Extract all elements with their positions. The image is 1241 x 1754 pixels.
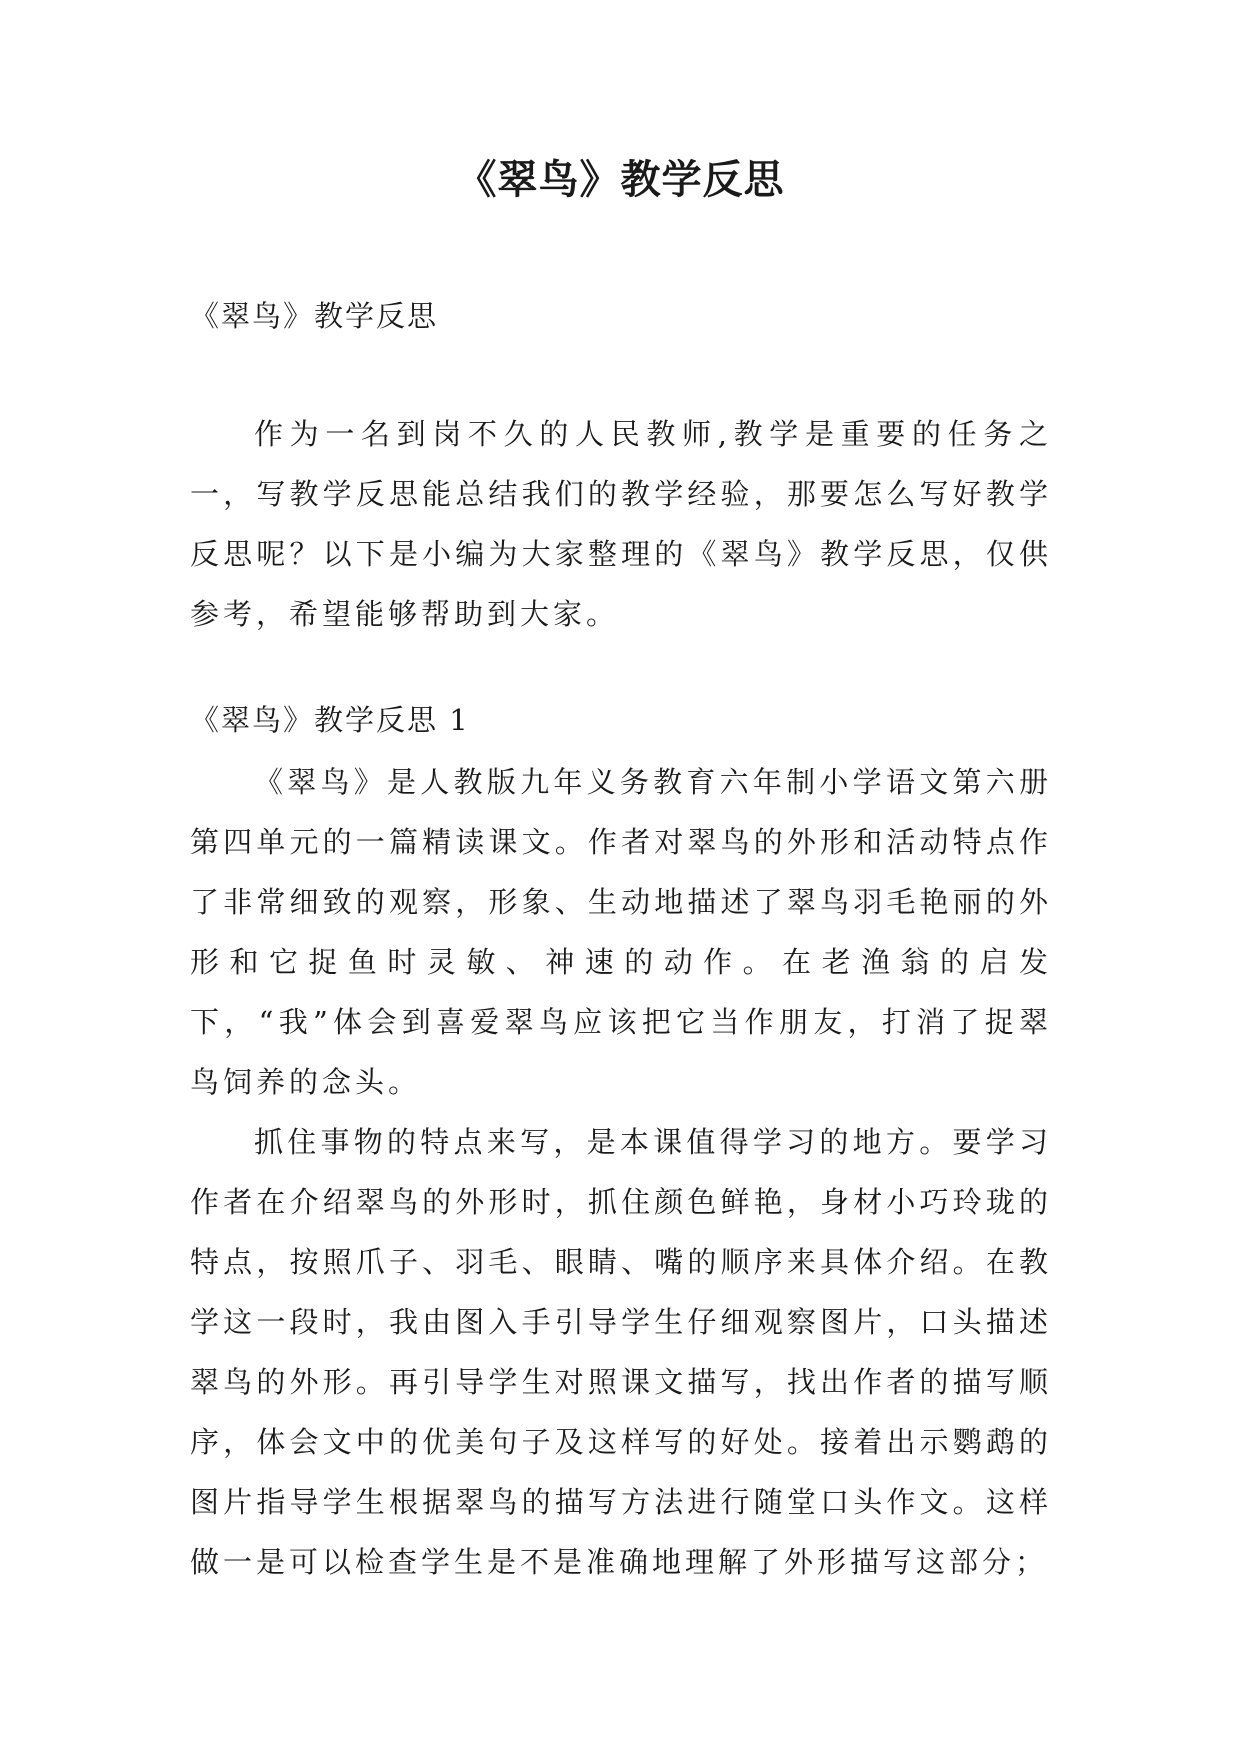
section-heading: 《翠鸟》教学反思 1 bbox=[190, 703, 470, 737]
intro-section bbox=[190, 404, 1052, 644]
section-paragraph-2: 抓住事物的特点来写，是本课值得学习的地方。要学习作者在介绍翠鸟的外形时，抓住颜色鲜艳，身材小巧玲珑的特点，按照爪子、羽毛、眼睛、嘴的顺序来具体介绍。在教学这一段时，我由图入手引导学生仔细观察图片，口头描述翠鸟的外形。再引导学生对照课文描写，找出作者的描写顺序，体会文中的优美句子及这样写的好处。接着出示鹦鹉的图片指导学生根据翠鸟的描写方法进行随堂口头作文。这样做一是可以检查学生是不是准确地理解了外形描写这部分； bbox=[190, 1125, 1052, 1579]
document-subtitle: 《翠鸟》教学反思 bbox=[190, 299, 439, 333]
section-paragraph-1: 《翠鸟》是人教版九年义务教育六年制小学语文第六册第四单元的一篇精读课文。作者对翠鸟的外形和活动特点作了非常细致的观察，形象、生动地描述了翠鸟羽毛艳丽的外形和它捉鱼时灵敏、神速的动作。在老渔翁的启发下，“我”体会到喜爱翠鸟应该把它当作朋友，打消了捉翠鸟饲养的念头。 bbox=[190, 765, 1052, 1099]
intro-paragraph: 作为一名到岗不久的人民教师,教学是重要的任务之一，写教学反思能总结我们的教学经验，那要怎么写好教学反思呢？以下是小编为大家整理的《翠鸟》教学反思，仅供参考，希望能够帮助到大家。 bbox=[190, 417, 1052, 631]
document-title: 《翠鸟》教学反思 bbox=[456, 157, 785, 203]
section-body bbox=[190, 752, 1052, 1592]
